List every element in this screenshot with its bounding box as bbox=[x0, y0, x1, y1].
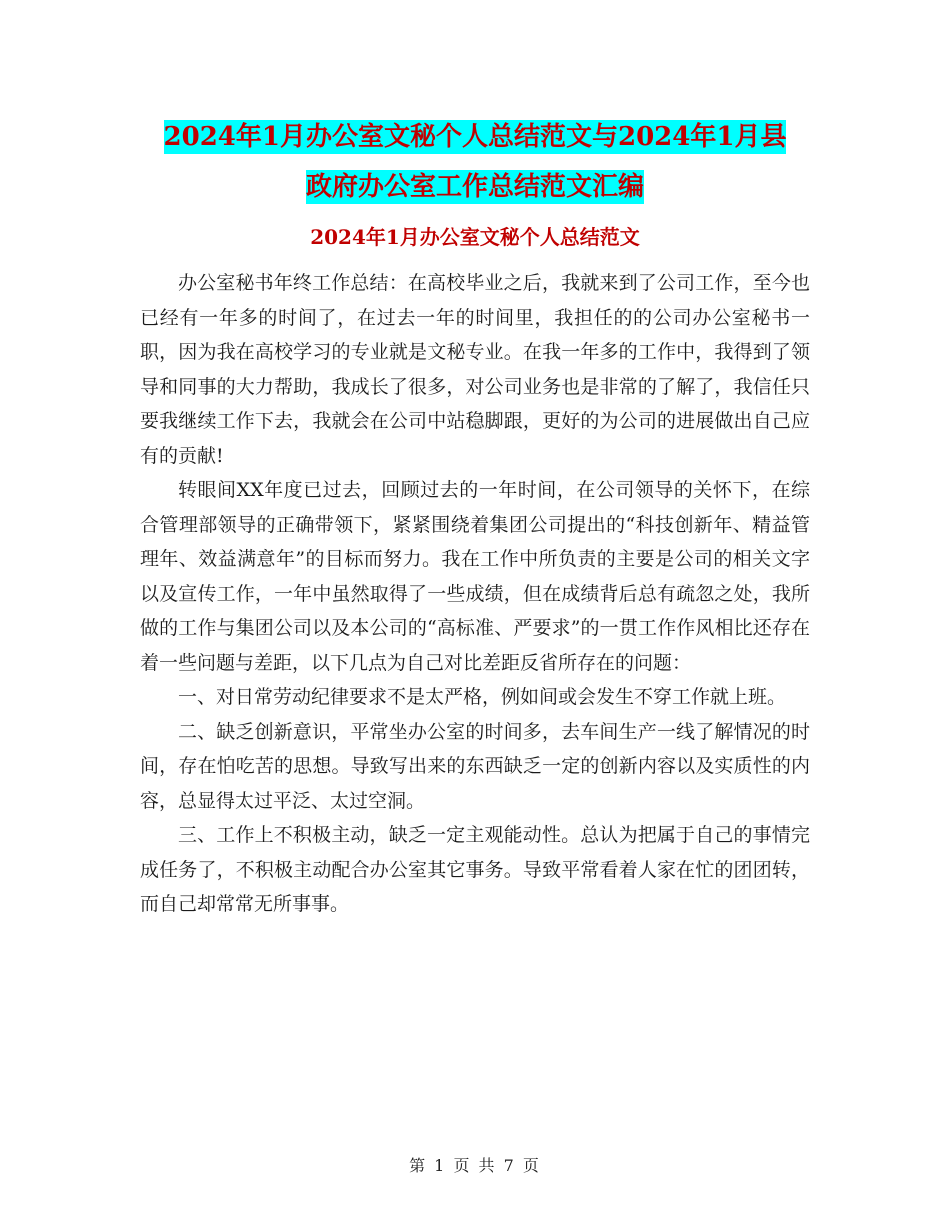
document-title bbox=[120, 112, 830, 212]
document-title-line-2: 政府办公室工作总结范文汇编 bbox=[305, 172, 644, 202]
paragraph: 办公室秘书年终工作总结：在高校毕业之后，我就来到了公司工作，至今也已经有一年多的时间了，在过去一年的时间里，我担任的的公司办公室秘书一职，因为我在高校学习的专业就是文秘专业。在我一年多的工作中，我得到了领导和同事的大力帮助，我成长了很多，对公司业务也是非常的了解了，我信任只要我继续工作下去，我就会在公司中站稳脚跟，更好的为公司的进展做出自己应有的贡献! bbox=[140, 272, 810, 467]
page-footer: 第 1 页 共 7 页 bbox=[409, 1156, 541, 1175]
section-title: 2024年1月办公室文秘个人总结范文 bbox=[310, 225, 640, 249]
document-title-line-1: 2024年1月办公室文秘个人总结范文与2024年1月县 bbox=[163, 122, 787, 152]
paragraph: 二、缺乏创新意识，平常坐办公室的时间多，去车间生产一线了解情况的时间，存在怕吃苦的思想。导致写出来的东西缺乏一定的创新内容以及实质性的内容，总显得太过平泛、太过空洞。 bbox=[140, 720, 810, 812]
body-text bbox=[140, 266, 810, 922]
paragraph: 一、对日常劳动纪律要求不是太严格，例如间或会发生不穿工作就上班。 bbox=[178, 686, 787, 708]
paragraph: 三、工作上不积极主动，缺乏一定主观能动性。总认为把属于自己的事情完成任务了，不积极主动配合办公室其它事务。导致平常看着人家在忙的团团转，而自己却常常无所事事。 bbox=[140, 824, 810, 915]
paragraph: 转眼间XX年度已过去，回顾过去的一年时间，在公司领导的关怀下，在综合管理部领导的正确带领下，紧紧围绕着集团公司提出的“科技创新年、精益管理年、效益满意年”的目标而努力。我在工作中所负责的主要是公司的相关文字以及宣传工作，一年中虽然取得了一些成绩，但在成绩背后总有疏忽之处，我所做的工作与集团公司以及本公司的“高标准、严要求”的一贯工作作风相比还存在着一些问题与差距，以下几点为自己对比差距反省所存在的问题： bbox=[140, 479, 810, 674]
